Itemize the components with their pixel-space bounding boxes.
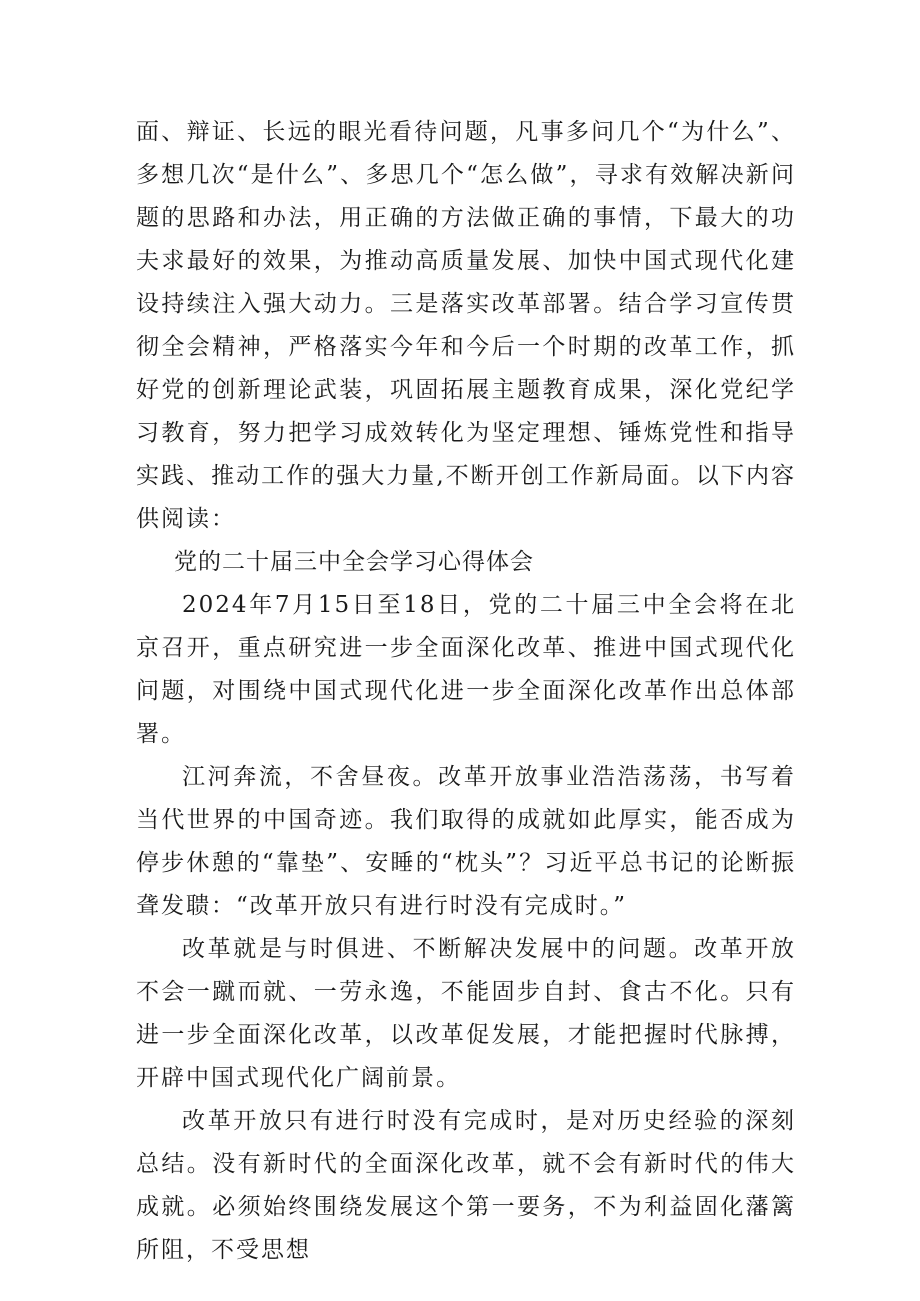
paragraph-reform-summary: 改革开放只有进行时没有完成时，是对历史经验的深刻总结。没有新时代的全面深化改革，就不会有新时代的伟大成就。必须始终围绕发展这个第一要务，不为利益固化藩篱所阻，不受思想 <box>136 1108 796 1263</box>
paragraph-meeting-date: 2024年7月15日至18日，党的二十届三中全会将在北京召开，重点研究进一步全面深化改革、推进中国式现代化问题，对围绕中国式现代化进一步全面深化改革作出总体部署。 <box>136 592 796 747</box>
document-title: 党的二十届三中全会学习心得体会 <box>174 549 534 575</box>
paragraph-reform-progress: 改革就是与时俱进、不断解决发展中的问题。改革开放不会一蹴而就、一劳永逸，不能固步自封、食古不化。只有进一步全面深化改革，以改革促发展，才能把握时代脉搏，开辟中国式现代化广阔前景。 <box>136 936 796 1091</box>
paragraph-rivers: 江河奔流，不舍昼夜。改革开放事业浩浩荡荡，书写着当代世界的中国奇迹。我们取得的成就如此厚实，能否成为停步休憩的“靠垫”、安睡的“枕头”？习近平总书记的论断振聋发聩：“改革开放只有进行时没有完成时。” <box>136 764 796 919</box>
paragraph-intro-continued: 面、辩证、长远的眼光看待问题，凡事多问几个“为什么”、多想几次“是什么”、多思几个“怎么做”，寻求有效解决新问题的思路和办法，用正确的方法做正确的事情，下最大的功夫求最好的效果，为推动高质量发展、加快中国式现代化建设持续注入强大动力。三是落实改革部署。结合学习宣传贯彻全会精神，严格落实今年和今后一个时期的改革工作，抓好党的创新理论武装，巩固拓展主题教育成果，深化党纪学习教育，努力把学习成效转化为坚定理想、锤炼党性和指导实践、推动工作的强大力量,不断开创工作新局面。以下内容供阅读： <box>136 119 796 532</box>
document-body <box>136 111 796 1272</box>
